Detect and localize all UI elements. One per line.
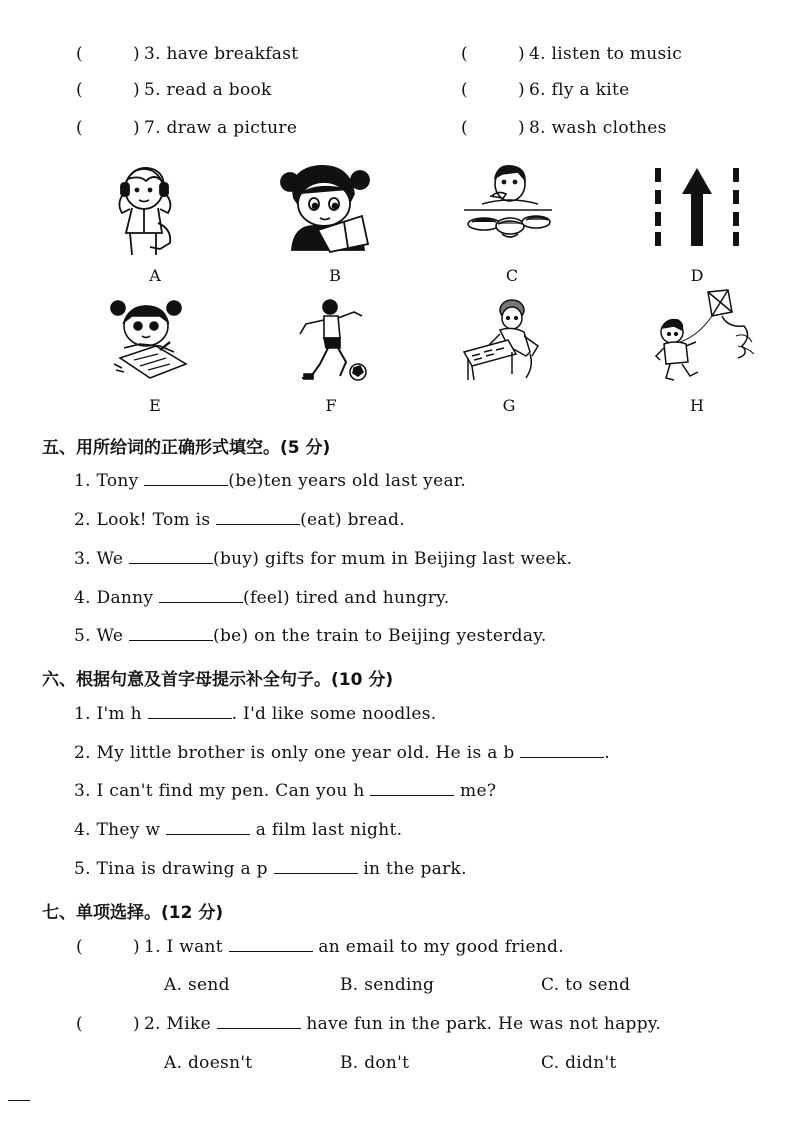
girl-reading-book-icon [278, 160, 374, 256]
washing-clothes-icon [460, 296, 544, 382]
answer-blank[interactable] [148, 704, 232, 719]
answer-blank[interactable] [520, 743, 604, 758]
answer-bracket[interactable]: ( ) [76, 44, 140, 64]
picture-label-g: G [502, 396, 516, 415]
item-text: have breakfast [166, 44, 299, 64]
answer-bracket[interactable]: ( ) [76, 937, 140, 957]
answer-blank[interactable] [159, 588, 243, 603]
fill-item-6-2: 2. My little brother is only one year old. He is a b . [74, 743, 610, 763]
picture-label-a: A [149, 266, 161, 285]
matching-item-3 [76, 44, 298, 64]
section-7-title: 七、单项选择。(12 分) [42, 903, 224, 923]
choice-option-2c[interactable]: C. didn't [541, 1053, 617, 1073]
fill-item-5-2: 2. Look! Tom is (eat) bread. [74, 510, 405, 530]
fill-item-5-3: 3. We (buy) gifts for mum in Beijing last week. [74, 549, 573, 569]
answer-blank[interactable] [129, 549, 213, 564]
fill-item-6-3: 3. I can't find my pen. Can you h me? [74, 781, 497, 801]
item-text: draw a picture [166, 118, 298, 138]
fill-item-5-4: 4. Danny (feel) tired and hungry. [74, 588, 450, 608]
item-text: read a book [166, 80, 272, 100]
answer-blank[interactable] [129, 626, 213, 641]
fill-item-6-5: 5. Tina is drawing a p in the park. [74, 859, 467, 879]
matching-item-8 [461, 118, 667, 138]
picture-label-b: B [329, 266, 341, 285]
choice-question-1: ( ) 1. I want an email to my good friend. [76, 937, 564, 957]
girl-drawing-icon [110, 298, 190, 380]
picture-label-h: H [690, 396, 704, 415]
section-5-title: 五、用所给词的正确形式填空。(5 分) [42, 438, 331, 458]
item-text: listen to music [551, 44, 683, 64]
choice-option-1b[interactable]: B. sending [340, 975, 435, 995]
fill-item-6-1: 1. I'm h . I'd like some noodles. [74, 704, 437, 724]
answer-bracket[interactable]: ( ) [76, 118, 140, 138]
matching-item-7 [76, 118, 297, 138]
answer-blank[interactable] [274, 859, 358, 874]
answer-bracket[interactable]: ( ) [76, 80, 140, 100]
eating-breakfast-icon [462, 160, 554, 246]
choice-option-1a[interactable]: A. send [164, 975, 230, 995]
picture-label-e: E [149, 396, 161, 415]
item-number: 3. [144, 44, 161, 64]
answer-bracket[interactable]: ( ) [461, 80, 525, 100]
answer-blank[interactable] [370, 781, 454, 796]
choice-question-2: ( ) 2. Mike have fun in the park. He was not happy. [76, 1014, 662, 1034]
item-text: fly a kite [551, 80, 630, 100]
matching-item-4 [461, 44, 682, 64]
choice-option-2a[interactable]: A. doesn't [164, 1053, 253, 1073]
playing-football-icon [296, 298, 370, 384]
item-text: wash clothes [551, 118, 667, 138]
choice-option-2b[interactable]: B. don't [340, 1053, 410, 1073]
answer-blank[interactable] [166, 820, 250, 835]
item-number: 6. [529, 80, 546, 100]
listening-music-icon [110, 163, 185, 258]
picture-label-c: C [505, 266, 519, 285]
answer-bracket[interactable]: ( ) [76, 1014, 140, 1034]
answer-blank[interactable] [216, 510, 300, 525]
item-number: 5. [144, 80, 161, 100]
flying-kite-icon [652, 286, 758, 382]
fill-item-5-5: 5. We (be) on the train to Beijing yesterday. [74, 626, 547, 646]
item-number: 4. [529, 44, 546, 64]
straight-ahead-arrow-icon [652, 166, 742, 248]
matching-item-5 [76, 80, 272, 100]
item-number: 7. [144, 118, 161, 138]
answer-blank [229, 937, 313, 952]
answer-bracket[interactable]: ( ) [461, 118, 525, 138]
answer-blank[interactable] [144, 471, 228, 486]
answer-bracket[interactable]: ( ) [461, 44, 525, 64]
picture-label-d: D [690, 266, 704, 285]
page-edge-mark [8, 1100, 30, 1101]
item-number: 8. [529, 118, 546, 138]
section-6-title: 六、根据句意及首字母提示补全句子。(10 分) [42, 670, 394, 690]
fill-item-6-4: 4. They w a film last night. [74, 820, 403, 840]
picture-label-f: F [325, 396, 337, 415]
choice-option-1c[interactable]: C. to send [541, 975, 631, 995]
fill-item-5-1: 1. Tony (be)ten years old last year. [74, 471, 467, 491]
answer-blank [217, 1014, 301, 1029]
matching-item-6 [461, 80, 629, 100]
